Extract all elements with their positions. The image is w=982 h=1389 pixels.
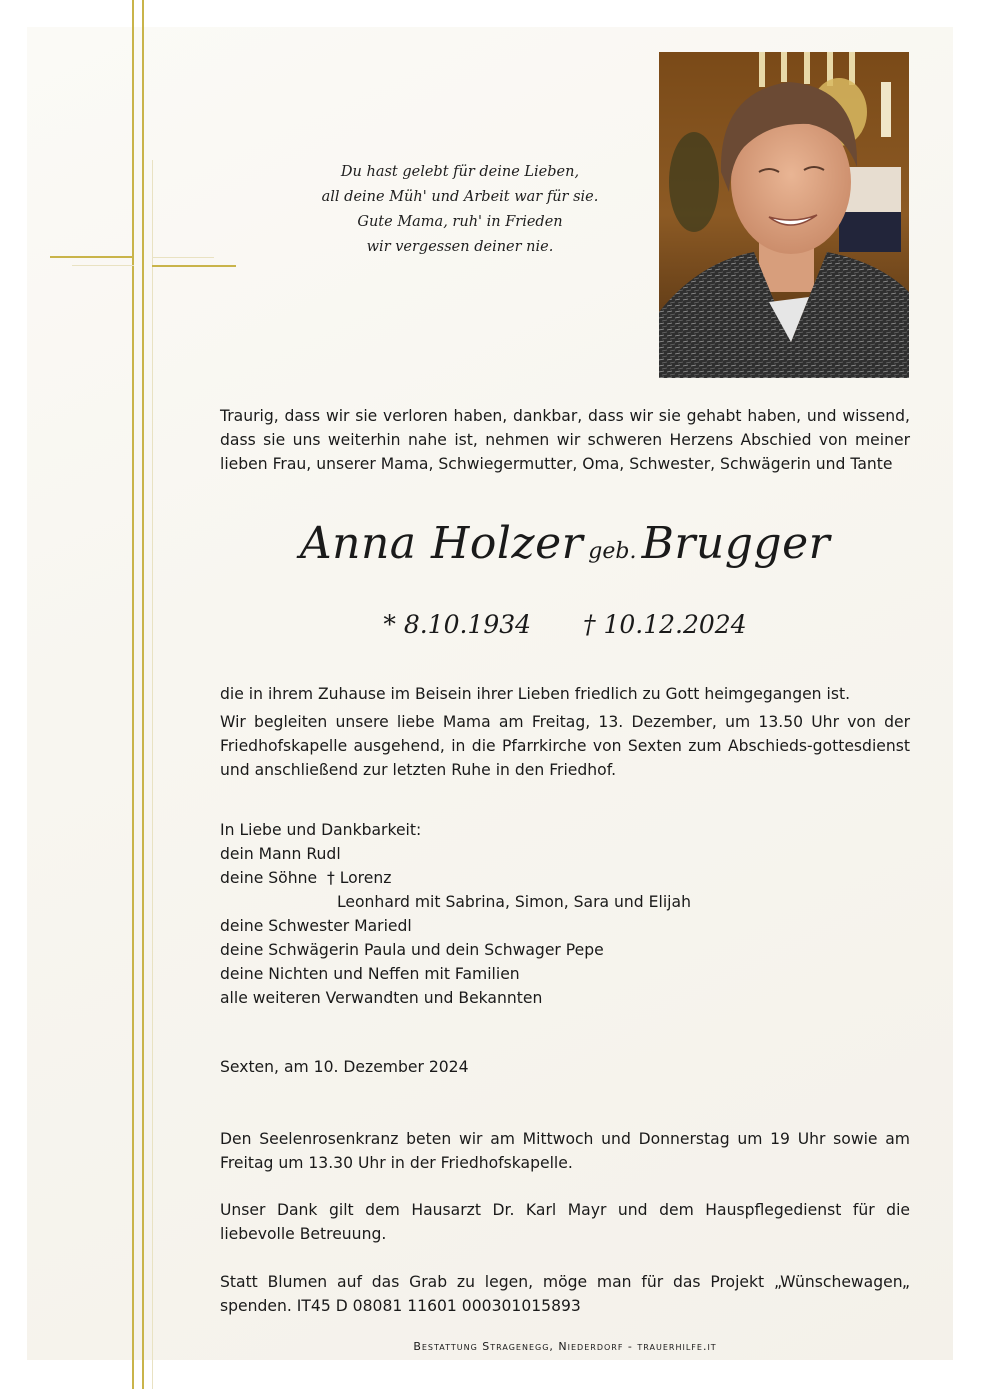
cross-vertical-line-left: [132, 0, 134, 1389]
family-member: deine Schwester Mariedl: [220, 917, 412, 935]
poem-line: wir vergessen deiner nie.: [366, 239, 554, 255]
cross-arm-left-shadow: [72, 265, 134, 266]
thanks-notice: Unser Dank gilt dem Hausarzt Dr. Karl Mayr und dem Hauspflegedienst für die liebevolle Betreuung.: [220, 1201, 910, 1243]
portrait-photo: [659, 52, 909, 378]
cross-arm-right-shadow: [152, 257, 214, 258]
poem-line: all deine Müh' und Arbeit war für sie.: [321, 189, 599, 205]
portrait-image-icon: [659, 52, 909, 378]
family-member: deine Söhne † Lorenz: [220, 869, 392, 887]
birth-date: * 8.10.1934: [383, 610, 532, 639]
funeral-home-footer: Bestattung Stragenegg, Niederdorf - trauerhilfe.it: [413, 1340, 717, 1353]
death-date: † 10.12.2024: [583, 610, 747, 639]
family-list: [220, 818, 910, 1010]
rosary-notice: Den Seelenrosenkranz beten wir am Mittwoch und Donnerstag um 19 Uhr sowie am Freitag um 13.30 Uhr in der Friedhofskapelle.: [220, 1130, 910, 1172]
poem-line: Gute Mama, ruh' in Frieden: [357, 214, 563, 230]
intro-paragraph: Traurig, dass wir sie verloren haben, dankbar, dass wir sie gehabt haben, und wissend, dass sie uns weiterhin nahe ist, nehmen wir schweren Herzens Abschied von meiner lieben Frau, unserer Mama, Schwiegermutter, Oma, Schwester, Schwägerin und Tante: [220, 407, 910, 473]
family-member: Leonhard mit Sabrina, Simon, Sara und Elijah: [337, 893, 691, 911]
family-member: dein Mann Rudl: [220, 845, 341, 863]
maiden-name: Brugger: [641, 518, 831, 569]
family-member: deine Schwägerin Paula und dein Schwager Pepe: [220, 941, 604, 959]
family-heading: In Liebe und Dankbarkeit:: [220, 821, 422, 839]
place-and-date: Sexten, am 10. Dezember 2024: [220, 1058, 469, 1076]
donation-notice: Statt Blumen auf das Grab zu legen, möge man für das Projekt „Wünschewagen„ spenden. IT45 D 08081 11601 000301015893: [220, 1273, 910, 1315]
deceased-name: [220, 518, 910, 569]
deceased-full-name: Anna Holzer: [299, 518, 584, 569]
memorial-poem: [300, 160, 620, 260]
passed-away-text: die in ihrem Zuhause im Beisein ihrer Lieben friedlich zu Gott heimgegangen ist.: [220, 685, 851, 703]
family-member: alle weiteren Verwandten und Bekannten: [220, 989, 543, 1007]
nee-label: geb.: [588, 539, 637, 564]
cross-arm-left: [50, 256, 134, 258]
funeral-details: Wir begleiten unsere liebe Mama am Freitag, 13. Dezember, um 13.50 Uhr von der Friedhofskapelle ausgehend, in die Pfarrkirche von Sexten zum Abschieds-gottesdienst und anschließend zur letzten Ruhe in den Friedhof.: [220, 713, 910, 779]
cross-vertical-shadow-line: [152, 160, 153, 1389]
cross-arm-right: [152, 265, 236, 267]
family-member: deine Nichten und Neffen mit Familien: [220, 965, 520, 983]
poem-line: Du hast gelebt für deine Lieben,: [340, 164, 580, 180]
cross-vertical-line-right: [142, 0, 144, 1389]
life-dates: [220, 610, 910, 639]
